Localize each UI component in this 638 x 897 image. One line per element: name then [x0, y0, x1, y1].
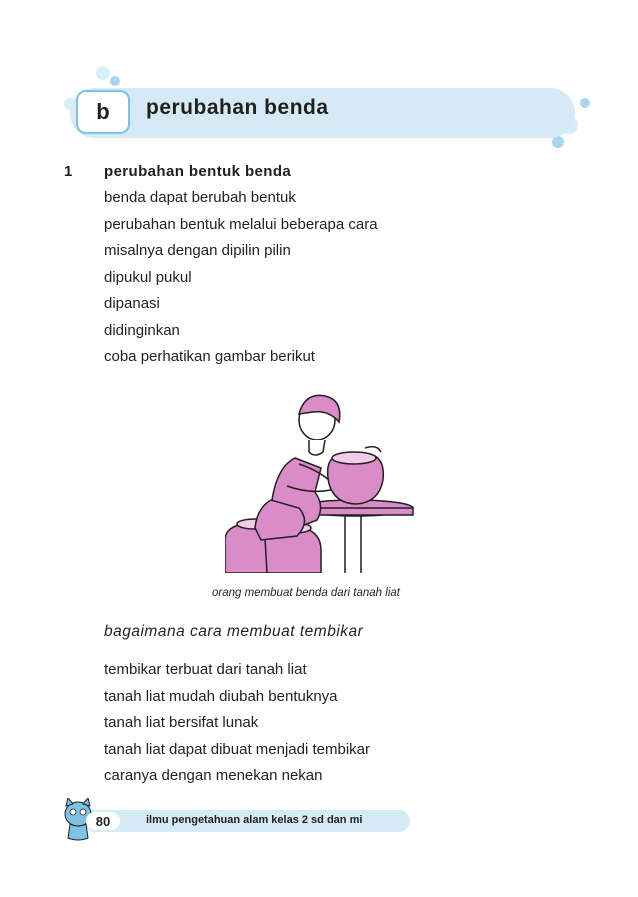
question-heading: bagaimana cara membuat tembikar	[104, 623, 364, 640]
text-line: coba perhatikan gambar berikut	[104, 348, 315, 365]
text-line: tanah liat dapat dibuat menjadi tembikar	[104, 740, 371, 758]
text-line: tembikar terbuat dari tanah liat	[104, 661, 307, 678]
potter-illustration	[225, 388, 430, 573]
body-text	[104, 185, 378, 371]
section-title: perubahan benda	[146, 96, 329, 119]
text-line: perubahan bentuk melalui beberapa cara	[104, 215, 378, 233]
text-line: didinginkan	[104, 321, 180, 339]
subsection-title: perubahan bentuk benda	[104, 163, 292, 180]
text-line: misalnya dengan dipilin pilin	[104, 242, 291, 259]
decorative-bubble	[110, 76, 120, 86]
text-line: tanah liat mudah diubah bentuknya	[104, 687, 338, 705]
answer-text	[104, 657, 370, 790]
section-letter: b	[76, 90, 130, 134]
text-line: tanah liat bersifat lunak	[104, 714, 259, 731]
decorative-bubble	[96, 66, 110, 80]
text-line: caranya dengan menekan nekan	[104, 767, 323, 784]
subsection-number: 1	[64, 163, 73, 180]
decorative-bubble	[580, 98, 590, 108]
text-line: benda dapat berubah bentuk	[104, 189, 296, 206]
decorative-bubble	[552, 136, 564, 148]
page-number: 80	[86, 812, 120, 830]
figure-caption: orang membuat benda dari tanah liat	[212, 587, 400, 599]
book-title: ilmu pengetahuan alam kelas 2 sd dan mi	[146, 814, 363, 826]
text-line: dipanasi	[104, 295, 160, 312]
text-line: dipukul pukul	[104, 268, 192, 286]
